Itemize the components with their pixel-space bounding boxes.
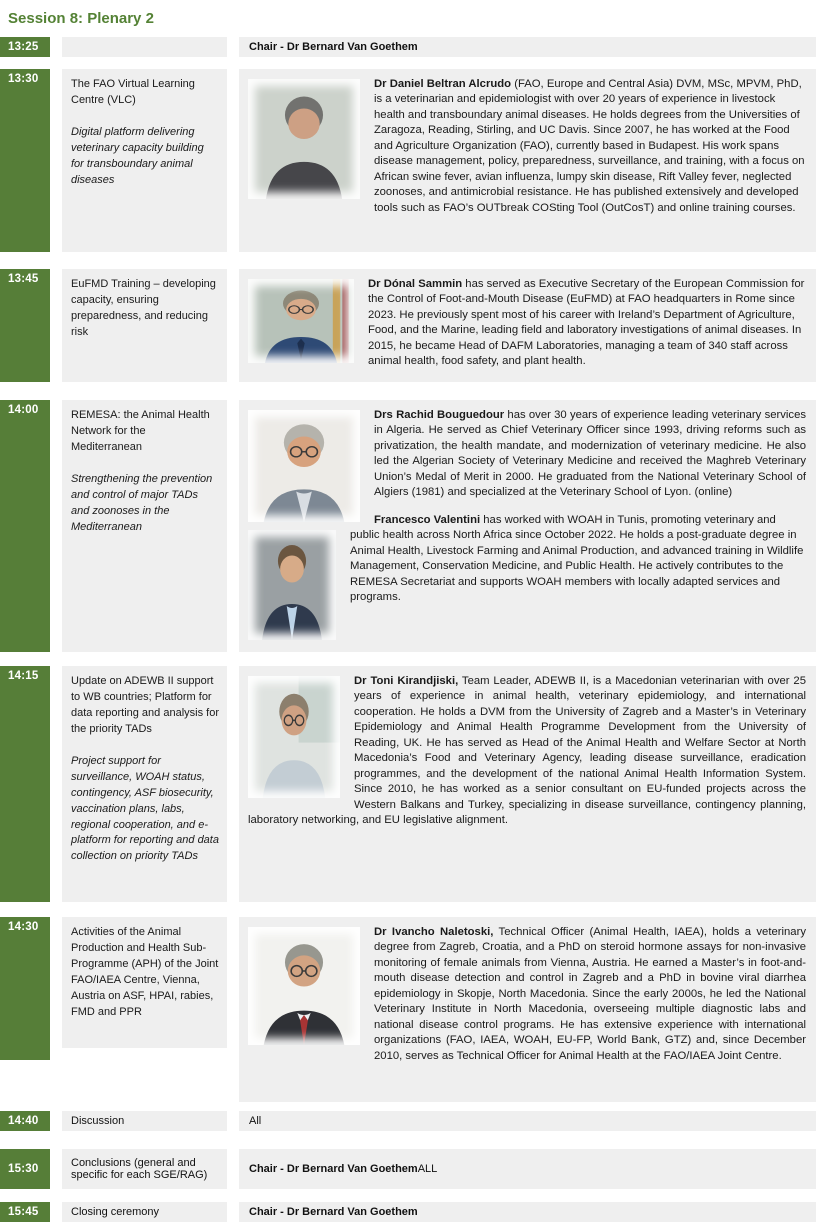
topic-cell [62, 269, 227, 382]
speaker-photo [248, 279, 354, 363]
topic-title: Activities of the Animal Production and Health Sub-Programme (APH) of the Joint FAO/IAEA Centre, Vienna, Austria on ASF, HPAI, rabies, FMD and PPR [71, 926, 219, 1018]
topic-cell [62, 1111, 227, 1131]
chair-cell [239, 1202, 816, 1222]
topic-title: The FAO Virtual Learning Centre (VLC) [71, 78, 195, 106]
time-cell: 15:45 [0, 1202, 50, 1222]
topic-subtitle: Strengthening the prevention and control of major TADs and zoonoses in the Mediterranean [71, 472, 213, 533]
topic-subtitle: Project support for surveillance, WOAH status, contingency, ASF biosecurity, vaccination plans, labs, regional cooperation, and e-platform for reporting and data collection on priority TADs [71, 754, 219, 863]
speaker-name: Dr Toni Kirandjiski, [354, 675, 459, 687]
speaker-photo [248, 676, 340, 798]
speaker-bio [248, 513, 806, 606]
bio-cell [239, 917, 816, 1102]
bio-text: Dr Toni Kirandjiski, Team Leader, ADEWB II, is a Macedonian veterinarian with over 25 years of experience in animal health, veterinary epidemiology, and international cooperation. He holds a DVM from the University of Zagreb and a Master’s in Veterinary Epidemiology and Animal Health Programme Development from the University of Reading, UK. He has served as Head of the Animal Health and Welfare Sector at North Macedonia’s Food and Veterinary Agency, leading disease surveillance, eradication programmes, and the development of the national Animal Health Information System. Since 2010, he has worked as a senior consultant on EU-funded projects across the Western Balkans and Turkey, specializing in disease surveillance, contingency planning, laboratory networking, and EU legislative alignment. [248, 675, 806, 827]
speaker-photo [248, 530, 336, 640]
speaker-name: Drs Rachid Bouguedour [374, 409, 505, 421]
topic-label: Closing ceremony [71, 1206, 160, 1218]
speaker-name: Dr Ivancho Naletoski, [374, 926, 494, 938]
bio-text: Dr Dónal Sammin has served as Executive Secretary of the European Commission for the Control of Foot-and-Mouth Disease (EuFMD) at FAO headquarters in Rome since 2023. He previously spent most of his career with Ireland’s Department of Agriculture, Food, and the Marine, leading field and laboratory investigations of animal diseases. In 2015, he became Head of DAFM Laboratories, managing a team of 340 staff across animal health, food safety, and plant health. [368, 278, 805, 368]
time-cell: 13:25 [0, 37, 50, 57]
chair-name: Chair - Dr Bernard Van Goethem [249, 41, 418, 53]
agenda-row [0, 1111, 820, 1131]
bio-text: Francesco Valentini has worked with WOAH in Tunis, promoting veterinary and public health across North Africa since October 2022. He holds a post-graduate degree in Animal Health, Livestock Farming and Animal Production, and advanced training in Wildlife Management, Conservation Medicine, and Public Health. He actively contributes to the REMESA Secretariat and supports WOAH members with locally adapted services and programs. [350, 513, 804, 604]
chair-cell [239, 1149, 816, 1189]
speaker-photo [248, 79, 360, 199]
speaker-name: Dr Dónal Sammin [368, 278, 463, 290]
bio-text: Drs Rachid Bouguedour has over 30 years of experience leading veterinary services in Algeria. He served as Chief Veterinary Officer since 1993, driving reforms such as privatization, the health mandate, and modernization of veterinary medicine. He also led the Algerian Society of Veterinary Medicine and received the Maghreb Veterinary Union’s Medal of Merit in 2000. He graduated from the National Veterinary School of Algiers (1981) and specialized at the Veterinary School of Lyon. (online) [374, 409, 806, 499]
topic-cell [62, 37, 227, 57]
topic-title: Update on ADEWB II support to WB countries; Platform for data reporting and analysis for the priority TADs [71, 675, 219, 735]
speaker-name: Francesco Valentini [374, 513, 481, 526]
speaker-bio [248, 77, 806, 216]
speaker-bio [248, 277, 806, 370]
bio-cell [239, 69, 816, 252]
bio-text: Dr Ivancho Naletoski, Technical Officer (Animal Health, IAEA), holds a veterinary degree from Zagreb, Croatia, and a PhD on steroid hormone assays for non-invasive monitoring of female animals from Vienna, Austria. He earned a Master’s in foot-and-mouth disease detection and control in Zagreb and a PhD in bovine viral diarrhea epidemiology in Skopje, North Macedonia. Since the early 2000s, he led the National Veterinary Institute in North Macedonia, overseeing multiple diagnostic labs and national disease control programs. He has extensive experience with international organizations (FAO, IAEA, WOAH, EU-FP, World Bank, GTZ) and, since December 2010, serves as Technical Officer for Animal Health at the FAO/IAEA Joint Centre. [374, 926, 806, 1062]
time-cell: 13:30 [0, 69, 50, 252]
topic-subtitle: Digital platform delivering veterinary capacity building for transboundary animal diseases [71, 125, 204, 186]
agenda-row [0, 69, 820, 252]
time-cell: 13:45 [0, 269, 50, 382]
participants-label: All [249, 1115, 262, 1127]
participants-label: ALL [417, 1163, 438, 1175]
topic-title: REMESA: the Animal Health Network for the Mediterranean [71, 409, 210, 453]
speaker-bio [248, 925, 806, 1064]
bio-cell [239, 400, 816, 652]
time-cell: 15:30 [0, 1149, 50, 1189]
topic-cell [62, 400, 227, 652]
speaker-bio [248, 674, 806, 829]
chair-name: Chair - Dr Bernard Van Goethem [249, 1163, 418, 1175]
participants-cell [239, 1111, 816, 1131]
session-title: Session 8: Plenary 2 [8, 10, 154, 27]
topic-cell [62, 1202, 227, 1222]
speaker-photo [248, 927, 360, 1045]
bio-cell [239, 269, 816, 382]
speaker-bio [248, 408, 806, 501]
topic-cell [62, 69, 227, 252]
time-cell: 14:00 [0, 400, 50, 652]
agenda-row [0, 1149, 820, 1189]
agenda-row [0, 400, 820, 652]
bio-text: Dr Daniel Beltran Alcrudo (FAO, Europe and Central Asia) DVM, MSc, MPVM, PhD, is a veterinarian and epidemiologist with over 20 years of experience in livestock health and transboundary animal diseases. He holds degrees from the Universities of Zaragoza, Reading, Stirling, and UC Davis. Since 2007, he has worked at the Food and Agriculture Organization (FAO), currently based in Budapest. His work spans disease management, policy, preparedness, surveillance, and training, with a focus on African swine fever, avian influenza, lumpy skin disease, Rift Valley fever, neglected zoonoses, and antimicrobial resistance. He has published extensively and developed tools such as FAO’s OUTbreak COSting Tool (OutCosT) and online training courses. [374, 78, 805, 214]
agenda-row [0, 1202, 820, 1222]
agenda-row [0, 666, 820, 902]
topic-cell [62, 1149, 227, 1189]
speaker-photo [248, 410, 360, 522]
agenda-row [0, 37, 820, 57]
topic-cell [62, 666, 227, 902]
bio-cell [239, 666, 816, 902]
topic-cell [62, 917, 227, 1048]
agenda-row [0, 917, 820, 1102]
topic-label: Conclusions (general and specific for each SGE/RAG) [71, 1157, 208, 1181]
topic-title: EuFMD Training – developing capacity, ensuring preparedness, and reducing risk [71, 278, 216, 338]
chair-name: Chair - Dr Bernard Van Goethem [249, 1206, 418, 1218]
topic-label: Discussion [71, 1115, 125, 1127]
time-cell: 14:15 [0, 666, 50, 902]
speaker-name: Dr Daniel Beltran Alcrudo [374, 78, 512, 90]
chair-cell [239, 37, 816, 57]
time-cell: 14:30 [0, 917, 50, 1060]
agenda-row [0, 269, 820, 382]
time-cell: 14:40 [0, 1111, 50, 1131]
